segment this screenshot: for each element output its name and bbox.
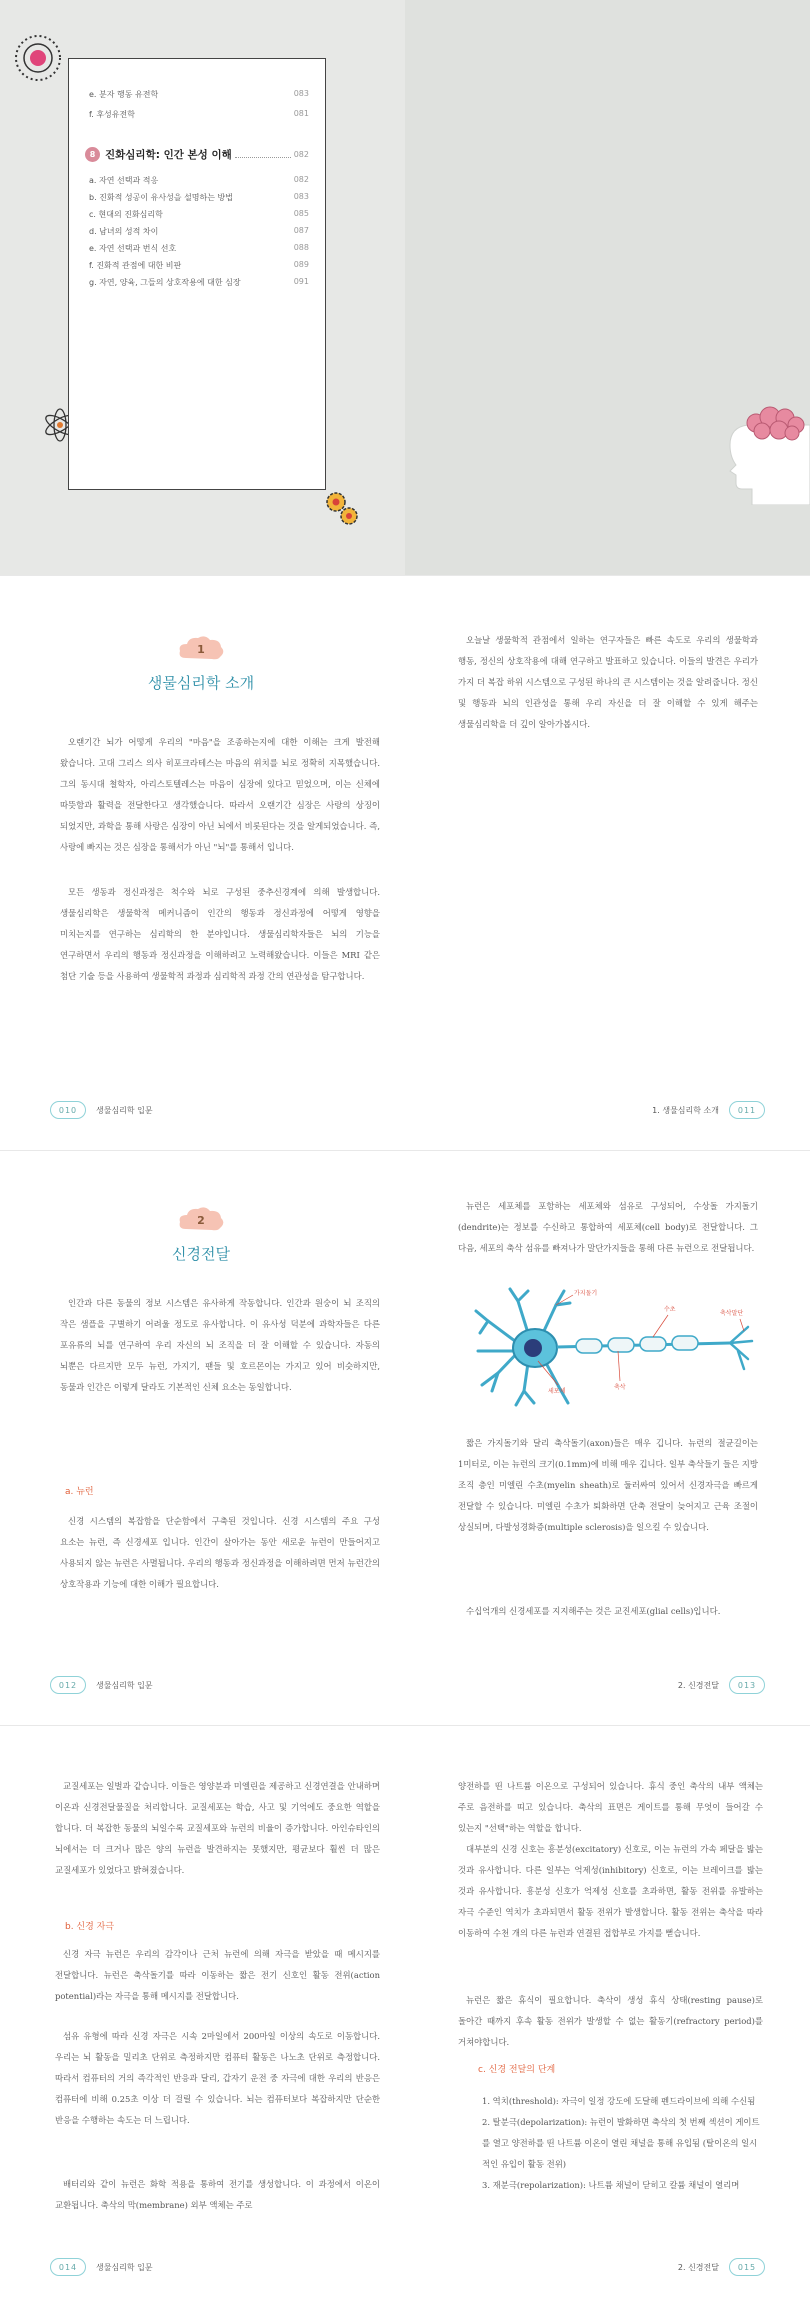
chapter-title: 2. 신경전달: [677, 2262, 719, 2272]
body-paragraph: 배터리와 같이 뉴런은 화학 적용을 통하여 전기를 생성합니다. 이 과정에서 이온이 교환됩니다. 축삭의 막(membrane) 외부 액체는 주로: [55, 2179, 380, 2210]
page-footer: [50, 1676, 153, 1694]
toc-item-page: 091: [293, 277, 309, 286]
gear-icon: [322, 488, 364, 530]
toc-item-label: f. 후성유전학: [89, 110, 135, 119]
chapter-title: 2. 신경전달: [677, 1680, 719, 1690]
illustration-page: [405, 0, 810, 575]
book-title: 생물심리학 입문: [96, 2262, 153, 2272]
book-title: 생물심리학 입문: [96, 1105, 153, 1115]
target-circle-icon: [12, 32, 64, 84]
toc-item-page: 081: [293, 109, 309, 118]
chapter-title: 1. 생물심리학 소개: [652, 1105, 719, 1115]
body-paragraph: 뉴런은 짧은 휴식이 필요합니다. 축삭이 생성 휴식 상태(resting pause)로 돌아간 때까지 후속 활동 전위가 발생할 수 없는 활동기(refractory period)를 거쳐야합니다.: [458, 1995, 763, 2047]
toc-item[interactable]: [89, 243, 309, 254]
body-paragraph: 짧은 가지돌기와 달리 축삭돌기(axon)들은 매우 깁니다. 뉴런의 절균길이는 1미터로, 이는 뉴런의 크기(0.1mm)에 비해 매우 깁니다. 일부 축삭들기 들은 지방 조직 층인 미엘린 수초(myelin sheath)로 둘러싸여 있어서 신경자극을 빠르게 전달할 수 있습니다. 미엘린 수초가 퇴화하면 단축 전달이 늦어지고 근육 조절이 상실되며, 다발성경화증(multiple sclerosis)을 일으킬 수 있습니다.: [458, 1438, 758, 1532]
toc-item-page: 083: [293, 192, 309, 201]
body-paragraph: 섬유 유형에 따라 신경 자극은 시속 2마일에서 200마일 이상의 속도로 이동합니다. 우리는 뇌 활동을 밀리초 단위로 측정하지만 컴퓨터 활동은 나노초 단위로 측정합니다. 따라서 컴퓨터의 거의 즉각적인 반응과 달리, 갑자기 운전 중 자극에 대한 우리의 반응은 컴퓨터에 비해 0.25초 이상 더 걸릴 수 있습니다. 뇌는 컴퓨터보다 복잡하지만 단순한 반응을 수행하는 속도는 더 느립니다.: [55, 2031, 380, 2125]
chapter-page: 082: [293, 150, 309, 159]
list-item: 1. 역치(threshold): 자극이 일정 강도에 도달해 펜드라이브에 의해 수신됨: [482, 2096, 756, 2106]
dot-leader: [235, 152, 291, 158]
chapter-number-badge: 8: [85, 147, 100, 162]
toc-item[interactable]: [89, 226, 309, 237]
body-paragraph: 뉴런은 세포체를 포함하는 세포체와 섬유로 구성되어, 수상돌 가지돌기(dendrite)는 정보를 수신하고 통합하여 세포체(cell body)로 전달합니다. 그 다음, 세포의 축삭 섬유를 빠져나가 말단가지들을 통해 다른 뉴런으로 전달됩니다.: [458, 1201, 758, 1253]
toc-item-label: b. 진화적 성공이 유사성을 설명하는 방법: [89, 193, 233, 202]
spread-010-011: [0, 576, 810, 1151]
toc-item-page: 082: [293, 175, 309, 184]
page-number: 013: [729, 1676, 765, 1694]
page-number: 015: [729, 2258, 765, 2276]
page-footer: [615, 1676, 765, 1694]
toc-item[interactable]: [89, 192, 309, 203]
subsection-heading: b. 신경 자극: [65, 1922, 115, 1932]
page-footer: [615, 1101, 765, 1119]
page-number: 014: [50, 2258, 86, 2276]
step-list: [482, 2091, 764, 2196]
book-title: 생물심리학 입문: [96, 1680, 153, 1690]
toc-item[interactable]: [89, 209, 309, 220]
page-number: 011: [729, 1101, 765, 1119]
list-item: 2. 탈분극(depolarization): 뉴런이 발화하면 축삭의 첫 번째 섹션이 게이트를 열고 양전하를 띤 나트륨 이온이 열린 채널을 통해 유입됨 (탈이온의 일시적인 유입이 활동 전위): [482, 2117, 760, 2169]
toc-item-label: a. 자연 선택과 적응: [89, 176, 159, 185]
toc-item-label: g. 자연, 양육, 그들의 상호작용에 대한 심장: [89, 278, 241, 287]
body-paragraph: 오랜기간 뇌가 어떻게 우리의 "마음"을 조종하는지에 대한 이해는 크게 발전해 왔습니다. 고대 그리스 의사 히포크라테스는 마음의 위치를 뇌로 정확히 지목했습니다. 그의 동시대 철학자, 아리스토텔레스는 마음이 심장에 있다고 믿었으며, 이는 신체에 따뜻함과 활력을 전달한다고 생각했습니다. 따라서 오랜기간 심장은 사랑의 상징이 되었지만, 과학을 통해 사랑은 심장이 아닌 뇌에서 비롯된다는 것을 알게되었습니다. 즉, 사랑에 빠지는 것은 심장을 통해서가 아닌 "뇌"를 통해서 입니다.: [60, 737, 380, 852]
toc-spread: [0, 0, 810, 575]
head-brain-illustration: [690, 405, 810, 505]
chapter-title: 생물심리학 소개: [147, 674, 255, 692]
terminal-label: 축삭말단: [720, 1310, 744, 1317]
toc-item-page: 085: [293, 209, 309, 218]
toc-item-label: e. 분자 행동 유전학: [89, 90, 159, 99]
toc-item-page: 087: [293, 226, 309, 235]
body-paragraph: 교질세포는 일벌과 같습니다. 이들은 영양분과 미엘린을 제공하고 신경연결을 안내하며 이온과 신경전달물질을 처리합니다. 교질세포는 학습, 사고 및 기억에도 중요한 역할을 합니다. 더 복잡한 동물의 뇌일수록 교질세포와 뉴런의 비율이 증가합니다. 아인슈타인의 뇌에서는 더 크거나 많은 양의 뉴런을 발견하지는 못했지만, 평균보다 훨씬 더 많은 교질세포가 있었다고 밝혀졌습니다.: [55, 1781, 380, 1875]
toc-item[interactable]: [89, 109, 309, 120]
spread-014-015: [0, 1726, 810, 2300]
body-paragraph: 양전하를 띤 나트륨 이온으로 구성되어 있습니다. 휴식 중인 축삭의 내부 액체는 주로 음전하를 띠고 있습니다. 축삭의 표면은 게이트를 통해 무엇이 들어갈 수 있는지 "선택"하는 역할을 합니다.: [458, 1781, 763, 1833]
toc-item-label: c. 현대의 진화심리학: [89, 210, 163, 219]
toc-item-page: 083: [293, 89, 309, 98]
myelin-label: 수초: [664, 1306, 676, 1313]
body-paragraph: 신경 시스템의 복잡함을 단순함에서 구축된 것입니다. 신경 시스템의 주요 구성 요소는 뉴런, 즉 신경세포 입니다. 인간이 살아가는 동안 새로운 뉴런이 만들어지고 사용되지 않는 뉴런은 사멸됩니다. 우리의 행동과 정신과정을 이해하려면 먼저 뉴런간의 상호작용과 기능에 대한 이해가 필요합니다.: [60, 1516, 380, 1589]
chapter-number: 2: [197, 1214, 205, 1227]
body-paragraph: 대부분의 신경 신호는 흥분성(excitatory) 신호로, 이는 뉴런의 가속 페달을 밟는 것과 유사합니다. 다른 일부는 억제성(inhibitory) 신호로, 이는 브레이크를 밟는 것과 유사합니다. 흥분성 신호가 억제성 신호를 초과하면, 활동 전위를 유발하는 자극 수준인 역치가 초과되면서 활동 전위가 발생합니다. 활동 전위는 축삭을 따라 이동하여 수천 개의 다른 뉴런과 연결된 접합부로 가지를 뻗습니다.: [458, 1844, 763, 1938]
body-paragraph: 신경 자극 뉴런은 우리의 감각이나 근처 뉴런에 의해 자극을 받았을 때 메시지를 전달합니다. 뉴런은 축삭돌기를 따라 이동하는 짧은 전기 신호인 활동 전위(action potential)라는 자극을 통해 메시지를 전달합니다.: [55, 1949, 380, 2001]
body-paragraph: 오늘날 생물학적 관점에서 일하는 연구자들은 빠른 속도로 우리의 생물학과 행동, 정신의 상호작용에 대해 연구하고 발표하고 있습니다. 이들의 발견은 우리가 가지 더 복잡 하위 시스템으로 구성된 하나의 큰 시스템이는 것을 알려줍니다. 정신 및 행동과 뇌의 인관성을 통해 우리 자신을 더 잘 이해할 수 있게 해주는 생물심리학을 더 깊이 알아가봅시다.: [458, 635, 758, 729]
toc-page: [0, 0, 405, 575]
body-paragraph: 인간과 다른 동물의 정보 시스템은 유사하게 작동합니다. 인간과 원숭이 뇌 조직의 작은 샘플을 구별하기 어려울 정도로 유사합니다. 이 유사성 덕분에 과학자들은 다른 포유류의 뇌를 연구하여 우리 자신의 뇌 조직을 더 잘 이해할 수 있습니다. 자동의 뇌뿐은 다르지만 모두 뉴런, 가지기, 팬들 및 호르몬이는 가지고 있어 비슷하지만, 동물과 인간은 이렇게 달라도 기본적인 신체 요소는 동일합니다.: [60, 1298, 380, 1392]
toc-item[interactable]: [89, 89, 309, 100]
chapter-title: 진화심리학: 인간 본성 이해: [105, 149, 232, 161]
page-footer: [50, 1101, 153, 1119]
list-item: 3. 재분극(repolarization): 나트륨 채널이 닫히고 칼륨 채널이 열리며: [482, 2180, 740, 2190]
spread-012-013: [0, 1151, 810, 1726]
subsection-heading: a. 뉴런: [65, 1487, 94, 1497]
page-number: 010: [50, 1101, 86, 1119]
axon-label: 축삭: [614, 1384, 626, 1391]
body-paragraph: 모든 생동과 정신과정은 척수와 뇌로 구성된 중추신경계에 의해 발생합니다. 생물심리학은 생물학적 메커니즘이 인간의 행동과 정신과정에 어떻게 영향을 미치는지를 연구하는 심리학의 한 분야입니다. 생물심리학자들은 뇌의 기능을 연구하면서 우리의 행동과 정신과정을 이해하려고 노력해왔습니다. 이들은 MRI 같은 첨단 기술 등을 사용하여 생물학적 과정과 심리학적 과정 간의 연관성을 탐구합니다.: [60, 887, 380, 981]
toc-item-label: f. 진화적 관점에 대한 비판: [89, 261, 182, 270]
subsection-heading: c. 신경 전달의 단계: [478, 2065, 556, 2075]
toc-item-page: 088: [293, 243, 309, 252]
toc-card: [68, 58, 326, 490]
chapter-number: 1: [197, 643, 205, 656]
chapter-title: 신경전달: [172, 1245, 230, 1263]
neuron-diagram: [468, 1281, 758, 1416]
toc-item-label: d. 남녀의 성적 차이: [89, 227, 159, 236]
toc-item-page: 089: [293, 260, 309, 269]
dendrite-label: 가지돌기: [574, 1290, 598, 1297]
page-number: 012: [50, 1676, 86, 1694]
body-paragraph: 수십억개의 신경세포를 지지해주는 것은 교진세포(glial cells)입니다.: [466, 1606, 721, 1616]
toc-item[interactable]: [89, 175, 309, 186]
toc-item-label: e. 자연 선택과 번식 선호: [89, 244, 177, 253]
toc-item[interactable]: [89, 260, 309, 271]
page-footer: [615, 2258, 765, 2276]
page-footer: [50, 2258, 153, 2276]
toc-item[interactable]: [89, 277, 309, 288]
toc-chapter[interactable]: [85, 147, 309, 162]
cell-body-label: 세포체: [548, 1388, 566, 1395]
